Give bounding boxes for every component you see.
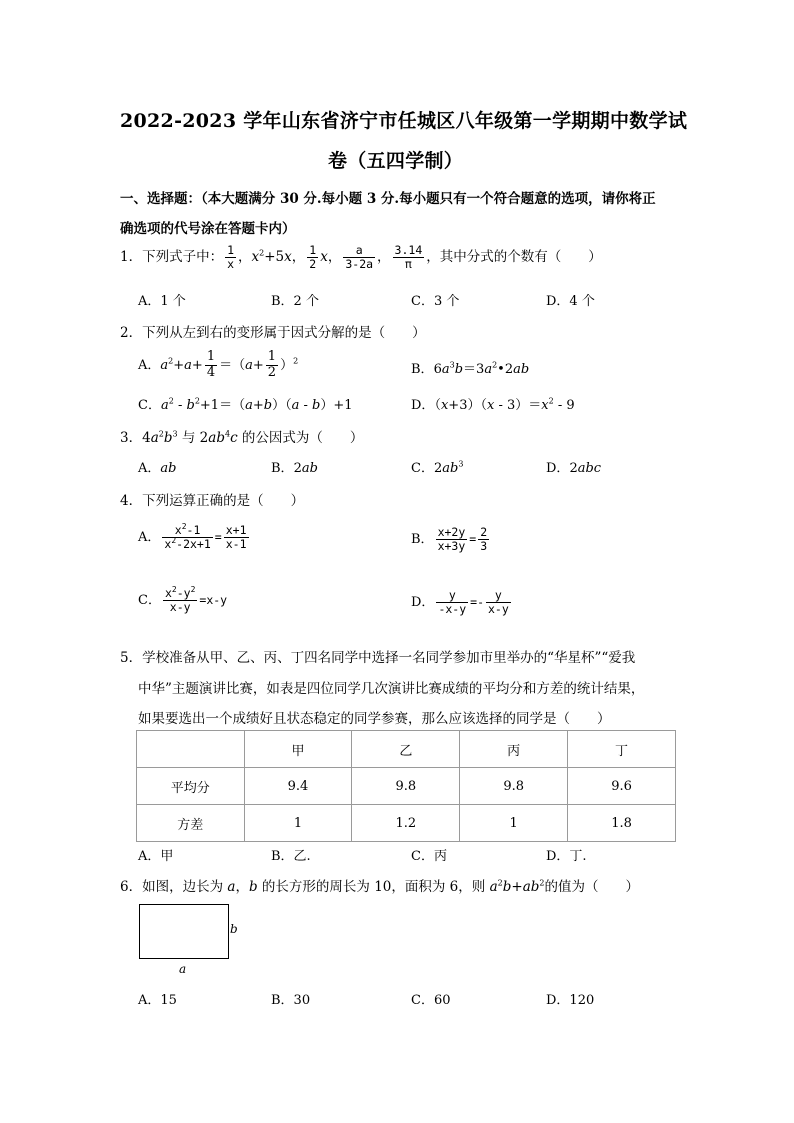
q4-option-b[interactable]: B． $\frac{x+2y}{x+3y}$ = $\frac{2}{3}$ xyxy=(411,525,488,554)
question-3-tail: 的公因式为（ ） xyxy=(241,430,364,446)
q6-option-d[interactable]: D．120 xyxy=(546,993,595,1008)
table-cell: 9.4 xyxy=(244,768,352,805)
table-cell: 1.2 xyxy=(352,805,460,842)
q4-option-c-label: C． xyxy=(138,593,161,609)
section-header-line1: 一、选择题：（本大题满分 30 分.每小题 3 分.每小题只有一个符合题意的选项，请你将正 xyxy=(120,191,656,207)
q2-option-a[interactable]: A．$a^2+a+$ $\frac{1}{4}$ ＝（a+ $\frac{1}{2}$ ）$^2$ xyxy=(138,349,299,380)
fraction-half-2: $\frac{1}{2}$ xyxy=(267,349,277,380)
table-header-cell: 甲 xyxy=(244,731,352,768)
fraction-1-over-x: $\frac{1}{x}$ xyxy=(227,243,235,272)
fraction-q4a-left: $\frac{x^2-1}{x^2-2x+1}$ xyxy=(164,522,211,552)
question-6-part-b: 的长方形的周长为 10，面积为 6，则 xyxy=(261,879,486,895)
table-cell: 1 xyxy=(244,805,352,842)
fraction-half: $\frac{1}{2}$ xyxy=(309,243,317,272)
section-header-line2: 确选项的代号涂在答题卡内） xyxy=(120,221,296,237)
fraction-q4b-right: $\frac{2}{3}$ xyxy=(480,525,488,554)
question-1-prefix: 1．下列式子中： xyxy=(120,249,224,266)
q2-option-c-label: C． xyxy=(138,398,161,413)
table-cell: 1.8 xyxy=(568,805,676,842)
question-2-stem: 2．下列从左到右的变形属于因式分解的是（ ） xyxy=(120,325,426,341)
table-header-row xyxy=(137,731,676,768)
figure-label-a: a xyxy=(179,962,187,976)
q2-option-d-label: D． xyxy=(411,398,435,413)
q4-option-b-label: B． xyxy=(411,532,434,548)
q5-option-c[interactable]: C．丙 xyxy=(411,849,447,864)
q3-option-d[interactable]: D．2abc xyxy=(546,461,602,476)
question-5-line3: 如果要选出一个成绩好且状态稳定的同学参赛，那么应该选择的同学是（ ） xyxy=(138,711,611,727)
q6-option-b[interactable]: B．30 xyxy=(271,993,311,1008)
table-cell: 平均分 xyxy=(137,768,245,805)
q1-option-a[interactable]: A．1 个 xyxy=(138,294,186,309)
q2-option-a-label: A． xyxy=(138,357,161,373)
table-header-cell: 丁 xyxy=(568,731,676,768)
q2-option-c[interactable]: C．$a^2 - b^2+1=(a+b)(a - b)+1$ xyxy=(138,396,353,413)
fraction-q4a-right: $\frac{x+1}{x-1}$ xyxy=(225,523,247,552)
fraction-a-over-3-2a: $\frac{a}{3-2a}$ xyxy=(345,243,374,272)
fraction-quarter: $\frac{1}{4}$ xyxy=(206,349,216,380)
q2-option-b[interactable]: B．$6a^3b=3a^2•2ab$ xyxy=(411,360,530,377)
question-3-stem: 3．$4a^2b^3$ 与 $2ab^4c$ 的公因式为（ ） xyxy=(120,429,364,446)
q5-option-d[interactable]: D．丁. xyxy=(546,849,587,864)
rectangle-figure xyxy=(139,904,229,959)
question-5-line2: 中华”主题演讲比赛，如表是四位同学几次演讲比赛成绩的平均分和方差的统计结果， xyxy=(138,681,645,697)
fraction-q4c-left: $\frac{x^2-y^2}{x-y}$ xyxy=(164,585,196,615)
page-title-line1: 2022-2023 学年山东省济宁市任城区八年级第一学期期中数学试 xyxy=(120,110,688,132)
q6-option-c[interactable]: C．60 xyxy=(411,993,451,1008)
q6-option-a[interactable]: A．15 xyxy=(138,993,177,1008)
q4-option-c[interactable]: C． $\frac{x^2-y^2}{x-y}$ =x-y xyxy=(138,585,228,615)
q3-option-b[interactable]: B．2ab xyxy=(271,461,318,476)
q3-option-c[interactable]: C．$2ab^3$ xyxy=(411,459,464,476)
q2-option-b-label: B． xyxy=(411,362,434,377)
question-6-part-a: 6．如图，边长为 xyxy=(120,879,224,895)
q4-option-a[interactable]: A． $\frac{x^2-1}{x^2-2x+1}$ = $\frac{x+1}{x-1}$ xyxy=(138,522,247,552)
q3-option-a[interactable]: A．ab xyxy=(138,461,177,476)
table-cell: 1 xyxy=(460,805,568,842)
question-1-stem: 1．下列式子中： $\frac{1}{x}$ ，$x^2+5x$， $\frac{1}{2}$ x， $\frac{a}{3-2a}$ ， $\frac{3.14}{\pi}$ ，其中分式的个数有（ ） xyxy=(120,243,602,272)
question-6-part-c: 的值为（ ） xyxy=(544,879,639,895)
table-cell: 9.8 xyxy=(460,768,568,805)
q3-option-b-label: B． xyxy=(271,461,294,476)
table-row xyxy=(137,768,676,805)
table-cell: 9.6 xyxy=(568,768,676,805)
question-4-stem: 4．下列运算正确的是（ ） xyxy=(120,493,305,509)
fraction-q4d-right: $\frac{y}{x-y}$ xyxy=(488,588,509,617)
fraction-314-over-pi: $\frac{3.14}{\pi}$ xyxy=(394,243,423,272)
q5-option-b[interactable]: B．乙. xyxy=(271,849,311,864)
fraction-q4d-left: $\frac{y}{-x-y}$ xyxy=(438,588,467,617)
q1-option-d[interactable]: D．4 个 xyxy=(546,294,595,309)
table-header-cell: 乙 xyxy=(352,731,460,768)
page-title-line2: 卷（五四学制） xyxy=(328,150,464,172)
q3-option-c-label: C． xyxy=(411,461,434,476)
q1-option-c[interactable]: C．3 个 xyxy=(411,294,460,309)
figure-label-b: b xyxy=(230,922,238,936)
question-5-line1: 5．学校准备从甲、乙、丙、丁四名同学中选择一名同学参加市里举办的“华星杯”“爱我 xyxy=(120,650,636,666)
question-1-tail: ，其中分式的个数有（ ） xyxy=(426,249,602,266)
q4-option-a-label: A． xyxy=(138,530,161,546)
score-table xyxy=(136,730,676,842)
table-header-cell xyxy=(137,731,245,768)
q4-option-d-label: D． xyxy=(411,595,435,611)
q3-option-d-label: D． xyxy=(546,461,570,476)
q2-option-d[interactable]: D．$(x+3)(x - 3)=x^2 - 9$ xyxy=(411,396,575,413)
q4-option-d[interactable]: D． $\frac{y}{-x-y}$ =- $\frac{y}{x-y}$ xyxy=(411,588,509,617)
q3-option-a-label: A． xyxy=(138,461,161,476)
table-row xyxy=(137,805,676,842)
q1-option-b[interactable]: B．2 个 xyxy=(271,294,319,309)
table-cell: 方差 xyxy=(137,805,245,842)
q5-option-a[interactable]: A．甲 xyxy=(138,849,174,864)
fraction-q4b-left: $\frac{x+2y}{x+3y}$ xyxy=(437,525,466,554)
table-header-cell: 丙 xyxy=(460,731,568,768)
question-6-stem: 6．如图，边长为 a，b 的长方形的周长为 10，面积为 6，则 $a^2b+ab^2$的值为（ ） xyxy=(120,878,639,895)
table-cell: 9.8 xyxy=(352,768,460,805)
